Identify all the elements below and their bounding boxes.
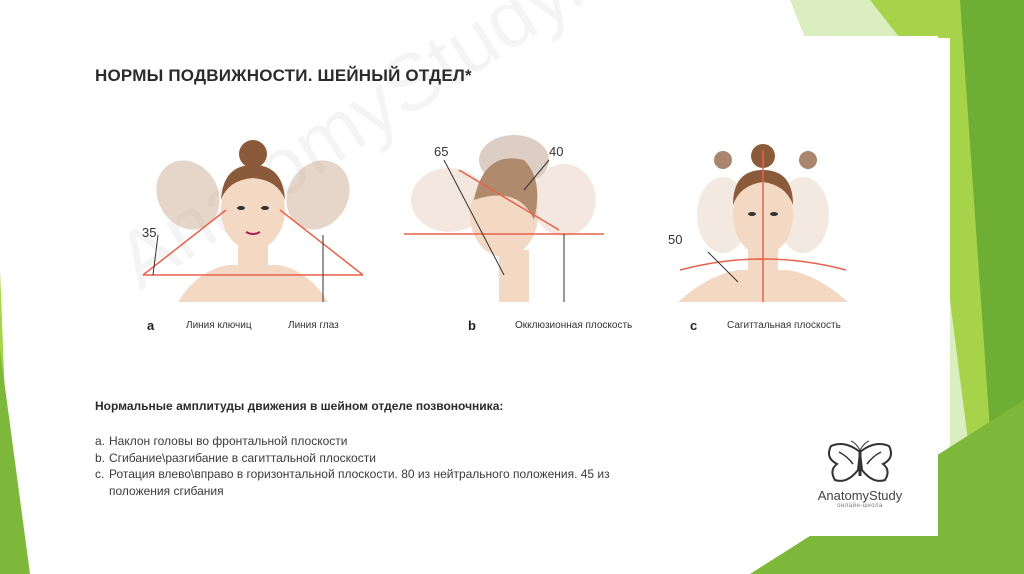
list-text: Сгибание\разгибание в сагиттальной плоскости bbox=[109, 450, 376, 465]
amplitudes-list bbox=[95, 433, 615, 499]
angle-b-left-value: 65 bbox=[434, 144, 449, 159]
list-item bbox=[95, 450, 615, 467]
page-title: НОРМЫ ПОДВИЖНОСТИ. ШЕЙНЫЙ ОТДЕЛ* bbox=[95, 66, 472, 85]
figure-a-caption-right: Линия глаз bbox=[288, 320, 339, 331]
angle-a-value: 35 bbox=[142, 225, 157, 240]
logo-name: AnatomyStudy bbox=[817, 488, 903, 503]
angle-c-value: 50 bbox=[668, 232, 683, 247]
figure-a-frontal-tilt bbox=[138, 130, 368, 302]
list-marker: a. bbox=[95, 434, 106, 448]
figure-c-caption: Сагиттальная плоскость bbox=[727, 320, 841, 331]
list-item bbox=[95, 433, 615, 450]
figure-b-caption: Окклюзионная плоскость bbox=[515, 320, 633, 331]
logo-tagline: онлайн-школа bbox=[837, 503, 883, 509]
figure-a-letter: a bbox=[147, 318, 155, 333]
figure-c-rotation bbox=[668, 130, 858, 302]
list-text: Наклон головы во фронтальной плоскости bbox=[109, 434, 348, 448]
figure-b-sagittal-flexion bbox=[404, 130, 604, 302]
logo bbox=[795, 440, 925, 520]
figure-a-caption-left: Линия ключиц bbox=[186, 320, 252, 331]
list-text: Ротация влево\вправо в горизонтальной плоскости. 80 из нейтрального положения. 45 из положения сгибания bbox=[109, 467, 610, 498]
list-marker: c. bbox=[95, 467, 105, 481]
figure-b-letter: b bbox=[468, 318, 476, 333]
amplitudes-heading: Нормальные амплитуды движения в шейном отделе позвоночника: bbox=[95, 399, 504, 413]
list-item bbox=[95, 466, 615, 499]
list-marker: b. bbox=[95, 450, 106, 465]
figure-c-letter: c bbox=[690, 318, 698, 333]
angle-b-right-value: 40 bbox=[549, 144, 564, 159]
butterfly-icon bbox=[825, 440, 895, 486]
